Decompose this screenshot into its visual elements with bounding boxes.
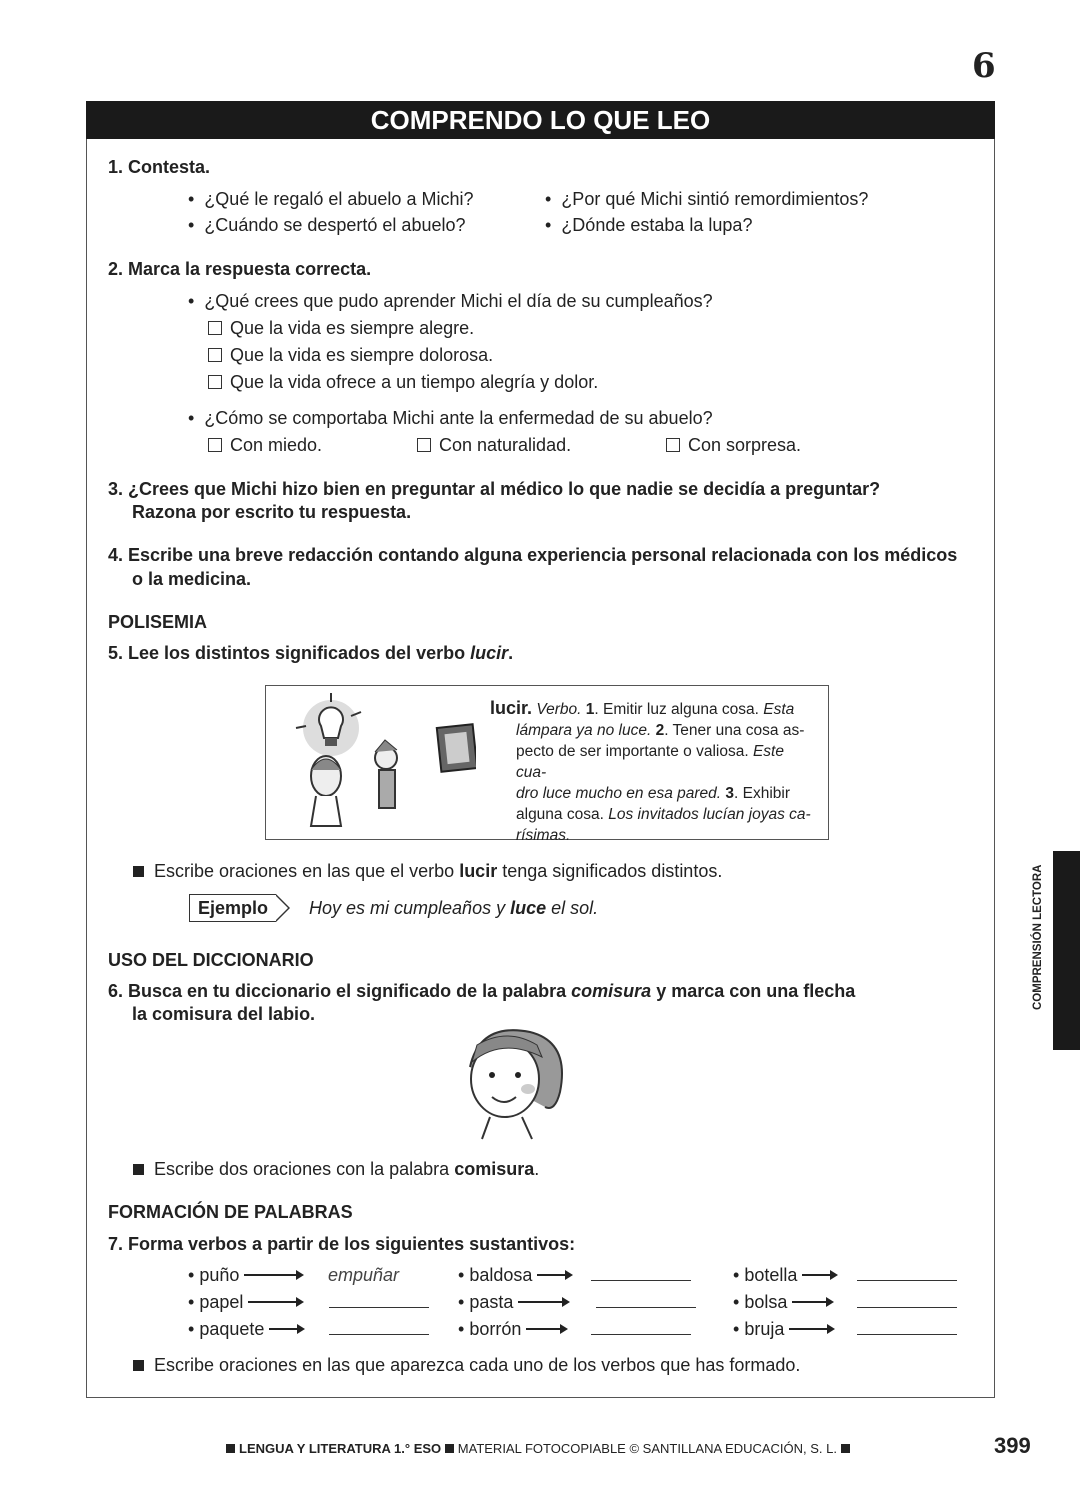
q1-item: • ¿Dónde estaba la lupa? (545, 215, 753, 235)
page-number: 399 (994, 1433, 1031, 1458)
example-tag: Ejemplo (189, 894, 276, 922)
word-item: • bruja (733, 1319, 833, 1340)
answer-line[interactable] (329, 1334, 429, 1335)
word-item: • papel (188, 1292, 302, 1313)
checkbox[interactable] (208, 348, 222, 362)
word-item: • botella (733, 1265, 836, 1286)
q1-item: • ¿Por qué Michi sintió remordimientos? (545, 189, 869, 209)
polisemia-heading: POLISEMIA (108, 612, 208, 632)
diccionario-heading: USO DEL DICCIONARIO (108, 950, 314, 970)
checkbox[interactable] (208, 321, 222, 335)
answer-line[interactable] (857, 1307, 957, 1308)
dictionary-entry: lucir. Verbo. 1. Emitir luz alguna cosa. Esta lámpara ya no luce. 2. Tener una cosa as- pecto de ser importante o valiosa. Este cua- dro luce mucho en esa pared. 3. Exhibir alguna cosa. Los invitados lucían joyas ca- rísimas. (490, 698, 811, 844)
girl-face-illustration[interactable] (450, 1017, 580, 1142)
q2b-option[interactable]: Con sorpresa. (666, 435, 801, 456)
formacion-heading: FORMACIÓN DE PALABRAS (108, 1202, 353, 1222)
example-answer: empuñar (328, 1265, 400, 1285)
section-header: COMPRENDO LO QUE LEO (86, 101, 995, 139)
side-tab (1053, 851, 1080, 1050)
square-bullet-icon (133, 866, 144, 877)
q6-line: la comisura del labio. (132, 1004, 316, 1024)
q1-item: • ¿Cuándo se despertó el abuelo? (188, 215, 466, 235)
answer-line[interactable] (329, 1307, 429, 1308)
q1-item: • ¿Qué le regaló el abuelo a Michi? (188, 189, 474, 209)
comisura-task: Escribe dos oraciones con la palabra comisura. (133, 1159, 539, 1180)
checkbox[interactable] (208, 438, 222, 452)
word-item: • paquete (188, 1319, 303, 1340)
q6-line: 6. Busca en tu diccionario el significado de la palabra comisura y marca con una flecha (108, 981, 856, 1001)
q2a-option[interactable]: Que la vida ofrece a un tiempo alegría y dolor. (208, 372, 598, 393)
checkbox[interactable] (666, 438, 680, 452)
q3-line: Razona por escrito tu respuesta. (132, 502, 412, 522)
word-item: • borrón (458, 1319, 566, 1340)
word-item: • baldosa (458, 1265, 571, 1286)
q2b-question: • ¿Cómo se comportaba Michi ante la enfermedad de su abuelo? (188, 408, 713, 428)
q5-title: 5. Lee los distintos significados del verbo lucir. (108, 643, 514, 663)
q4-line: o la medicina. (132, 569, 252, 589)
answer-line[interactable] (591, 1334, 691, 1335)
chapter-number: 6 (972, 46, 996, 86)
answer-line[interactable] (596, 1307, 696, 1308)
side-tab-label: COMPRENSIÓN LECTORA (1032, 864, 1044, 1010)
checkbox[interactable] (208, 375, 222, 389)
q7-title: 7. Forma verbos a partir de los siguientes sustantivos: (108, 1234, 576, 1254)
example-sentence: Hoy es mi cumpleaños y luce el sol. (309, 898, 599, 918)
people-illustration (276, 688, 476, 838)
answer-line[interactable] (857, 1334, 957, 1335)
word-item: • bolsa (733, 1292, 832, 1313)
checkbox[interactable] (417, 438, 431, 452)
q2a-question: • ¿Qué crees que pudo aprender Michi el día de su cumpleaños? (188, 291, 713, 311)
verbs-task: Escribe oraciones en las que aparezca cada uno de los verbos que has formado. (133, 1355, 800, 1376)
word-item: • puño (188, 1265, 302, 1286)
footer: LENGUA Y LITERATURA 1.° ESO MATERIAL FOTOCOPIABLE © SANTILLANA EDUCACIÓN, S. L. (226, 1441, 860, 1456)
q2-title: 2. Marca la respuesta correcta. (108, 259, 372, 279)
q2b-option[interactable]: Con miedo. (208, 435, 322, 456)
q1-title: 1. Contesta. (108, 157, 211, 177)
square-bullet-icon (133, 1360, 144, 1371)
q3-line: 3. ¿Crees que Michi hizo bien en preguntar al médico lo que nadie se decidía a preguntar? (108, 479, 881, 499)
lucir-task: Escribe oraciones en las que el verbo lucir tenga significados distintos. (133, 861, 722, 882)
word-item: • pasta (458, 1292, 568, 1313)
q2a-option[interactable]: Que la vida es siempre alegre. (208, 318, 474, 339)
q4-line: 4. Escribe una breve redacción contando alguna experiencia personal relacionada con los médicos (108, 545, 958, 565)
answer-line[interactable] (857, 1280, 957, 1281)
answer-line[interactable] (591, 1280, 691, 1281)
square-bullet-icon (133, 1164, 144, 1175)
q2a-option[interactable]: Que la vida es siempre dolorosa. (208, 345, 493, 366)
q2b-option[interactable]: Con naturalidad. (417, 435, 571, 456)
